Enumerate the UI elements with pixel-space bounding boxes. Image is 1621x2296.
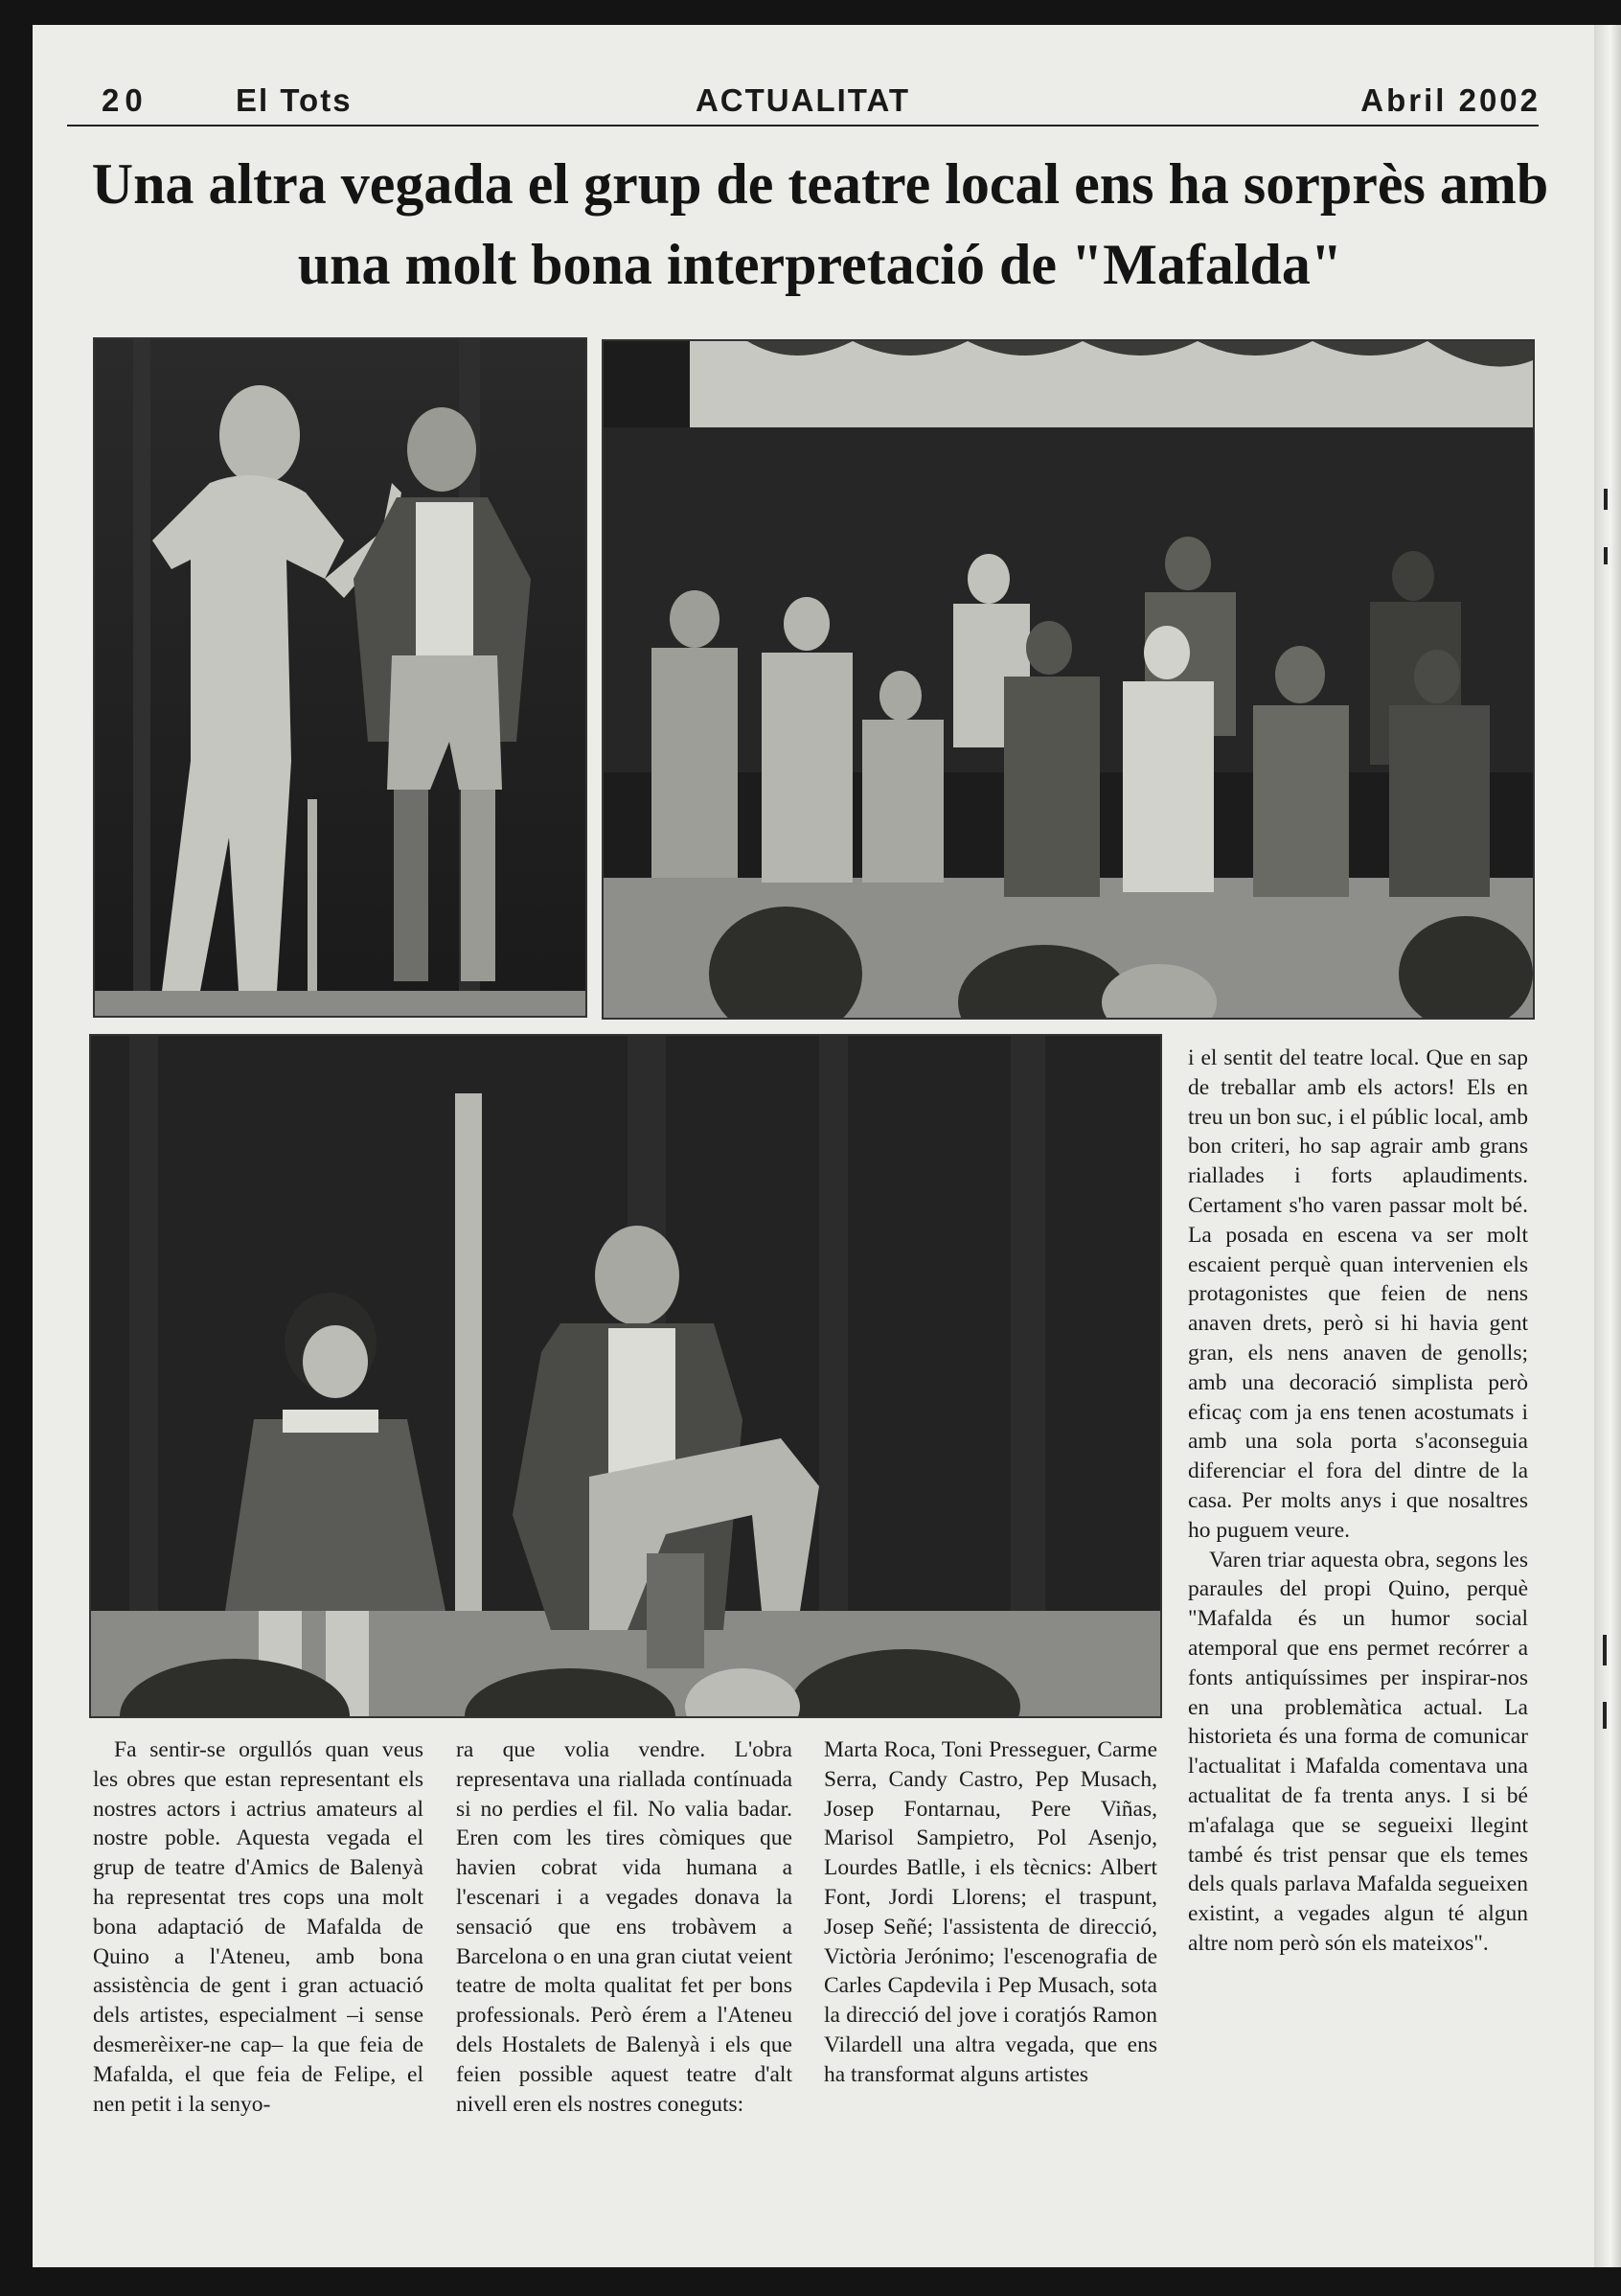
publication-name: El Tots (236, 82, 353, 118)
article-paragraph: Fa sentir-se orgullós quan veus les obres que estan representant els nostres actors i actrius amateurs al nostre poble. Aquesta vegada el grup de teatre d'Amics de Balenyà ha representat tres cops una molt bona adaptació de Mafalda de Quino a l'Ateneu, amb bona assistència de gent i gran actuació dels artistes, especialment –i sense desmerèixer-ne cap– la que feia de Mafalda, el que feia de Felipe, el nen petit i la senyo- (93, 1737, 423, 2117)
page-number: 20 (102, 82, 148, 118)
page-edge (1594, 25, 1621, 2267)
article-column-1 (93, 1735, 423, 2119)
article-paragraph: i el sentit del teatre local. Que en sap de treballar amb els actors! Els en treu un bon suc, i el públic local, amb bon criteri, ho sap agrair amb grans riallades i forts aplaudiments. Certament s'ho varen passar molt bé. La posada en escena va ser molt escaient perquè quan intervenien els protagonistes que feien de nens anaven drets, però si hi havia gent gran, els nens anaven de genolls; amb una decoració simplista però eficaç com ja ens tenen acostumats i amb una sola porta s'aconseguia diferenciar el fora del dintre de la casa. Per molts anys i que nosaltres ho puguem veure. (1188, 1045, 1528, 1543)
article-paragraph: Marta Roca, Toni Presseguer, Carme Serra, Candy Castro, Pep Musach, Josep Fontarnau, Pere Viñas, Marisol Sampietro, Pol Asenjo, Lourdes Batlle, i els tècnics: Albert Font, Jordi Llorens; el traspunt, Josep Señé; l'assistenta de direcció, Victòria Jerónimo; l'escenografia de Carles Capdevila i Pep Musach, sota la direcció del jove i coratjós Ramon Vilardell una altra vegada, que ens ha transformat alguns artistes (824, 1737, 1157, 2087)
edge-mark (1603, 1635, 1607, 1665)
issue-date: Abril 2002 (1360, 82, 1541, 118)
article-paragraph: ra que volia vendre. L'obra representava una riallada contínuada si no perdies el fil. No valia badar. Eren com les tires còmiques que havien cobrat vida humana a l'escenari i a vegades donava la sensació que ens trobàvem a Barcelona o en una gran ciutat veient teatre de molta qualitat fet per bons professionals. Però érem a l'Ateneu dels Hostalets de Balenyà i els que feien possible aquest teatre d'alt nivell eren els nostres coneguts: (456, 1737, 792, 2117)
article-column-2 (456, 1735, 792, 2119)
article-column-4 (1188, 1044, 1528, 1959)
page-header (67, 77, 1539, 126)
article-paragraph: Varen triar aquesta obra, segons les paraules del propi Quino, perquè "Mafalda és un humor social atemporal que ens permet recórrer a fonts antiquíssimes per inspirar-nos en una problemàtica actual. La historieta és una forma de comunicar l'actualitat i Mafalda comentava una actualitat de fa trenta anys. I si bé m'afalaga que se segueixi llegint també és trist pensar que els temes dels quals parlava Mafalda segueixen existint, a vegades algun té algun altre nom però són els mateixos". (1188, 1547, 1528, 1956)
photo-cast-on-stage (602, 339, 1535, 1020)
photo-mafalda-scene (89, 1034, 1162, 1718)
section-title: ACTUALITAT (695, 82, 911, 118)
edge-mark (1603, 1702, 1607, 1729)
edge-mark (1604, 547, 1608, 564)
article-column-3 (824, 1735, 1157, 2090)
headline: Una altra vegada el grup de teatre local ens ha sorprès amb una molt bona interpretació de "Mafalda" (91, 152, 1549, 296)
edge-mark (1604, 489, 1608, 510)
photo-two-actors (93, 337, 587, 1018)
